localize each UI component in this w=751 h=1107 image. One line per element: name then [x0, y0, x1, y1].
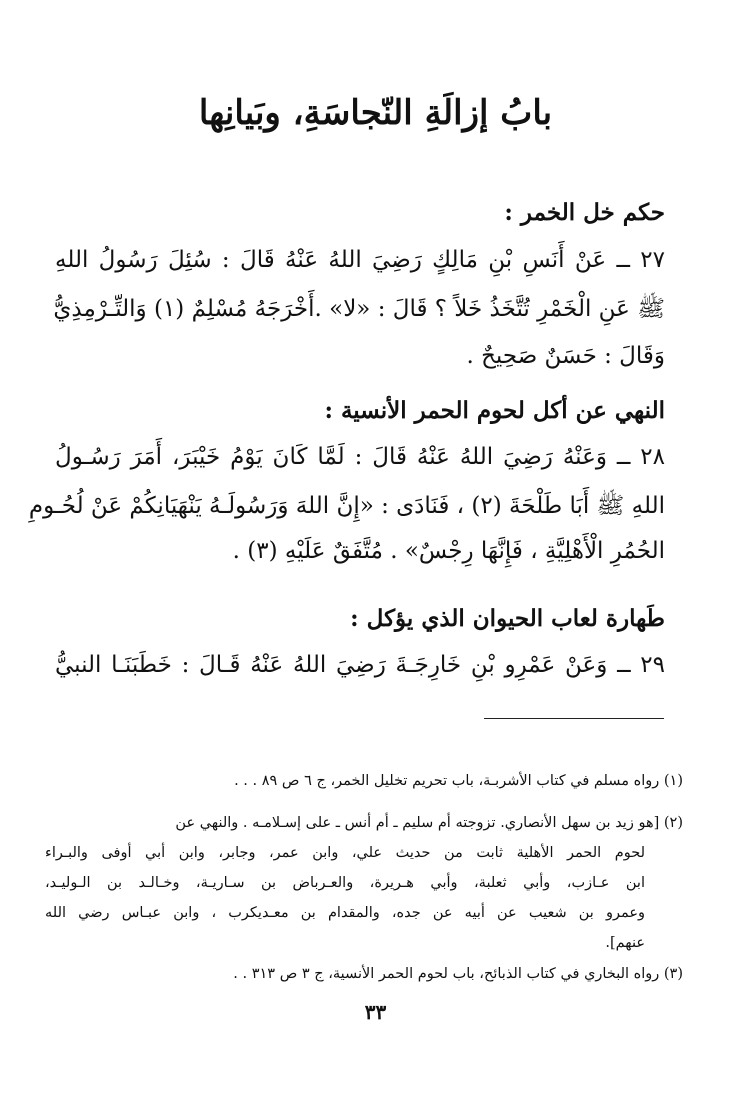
page-number: ٣٣ — [364, 1000, 387, 1024]
hadith-27-line-3: وَقَالَ : حَسَنٌ صَحِيحٌ . — [466, 343, 665, 369]
hadith-27-line-1: ٢٧ ــ عَنْ أَنَسِ بْنِ مَالِكٍ رَضِيَ اللهُ عَنْهُ قَالَ : سُئِلَ رَسُولُ اللهِ — [55, 247, 665, 273]
hadith-28-line-2: اللهِ ﷺ أَبَا طَلْحَةَ (٢) ، فَنَادَى : «إِنَّ اللهَ وَرَسُولَـهُ يَنْهَيَانِكُمْ عَنْ لُحُـومِ — [28, 493, 665, 519]
hadith-27-line-2: ﷺ عَنِ الْخَمْرِ تُتَّخَذُ خَلاً ؟ قَالَ : «لا» .أَخْرَجَهُ مُسْلِمٌ (١) وَالتِّـرْمِذِيُّ — [53, 296, 665, 322]
footnote-2-line-3: ابن عـازب، وأبي ثعلبة، وأبي هـريرة، والعـرباض بن سـاريـة، وخـالـد بن الـوليـد، — [45, 875, 645, 891]
section-heading-domestic-donkeys: النهي عن أكل لحوم الحمر الأنسية : — [324, 397, 665, 424]
footnote-1: (١) رواه مسلم في كتاب الأشربـة، باب تحريم تخليل الخمر، ج ٦ ص ٨٩ . . . — [234, 773, 683, 789]
hadith-29-line-1: ٢٩ ــ وَعَنْ عَمْرِو بْنِ خَارِجَـةَ رَضِيَ اللهُ عَنْهُ قَـالَ : خَطَبَنَـا النبيُّ — [55, 652, 665, 678]
hadith-28-line-1: ٢٨ ــ وَعَنْهُ رَضِيَ اللهُ عَنْهُ قَالَ : لَمَّا كَانَ يَوْمُ خَيْبَرَ، أَمَرَ رَسُـولُ — [55, 444, 665, 470]
hadith-28-line-3: الحُمُرِ الْأَهْلِيَّةِ ، فَإِنَّهَا رِجْسٌ» . مُتَّفَقٌ عَلَيْهِ (٣) . — [232, 538, 665, 564]
footnote-2-line-1: (٢) [هو زيد بن سهل الأنصاري. تزوجته أم سليم ـ أم أنس ـ على إسـلامـه . والنهي عن — [175, 815, 683, 831]
footnote-2-line-5: عنهم]. — [605, 935, 645, 951]
footnote-separator — [484, 718, 664, 719]
footnote-3: (٣) رواه البخاري في كتاب الذبائح، باب لحوم الحمر الأنسية، ج ٣ ص ٣١٣ . . — [233, 966, 683, 982]
section-heading-wine-vinegar: حكم خل الخمر : — [504, 199, 665, 226]
chapter-title: بابُ إزالَةِ النّجاسَةِ، وبَيانِها — [198, 93, 553, 133]
footnote-2-line-4: وعمرو بن شعيب عن أبيه عن جده، والمقدام بن معـديكرب ، وابن عبـاس رضي الله — [45, 905, 645, 921]
section-heading-animal-saliva: طَهارة لعاب الحيوان الذي يؤكل : — [350, 605, 665, 632]
footnote-2-line-2: لحوم الحمر الأهلية ثابت من حديث علي، وابن عمر، وجابر، وابن أبي أوفى والبـراء — [45, 845, 645, 861]
